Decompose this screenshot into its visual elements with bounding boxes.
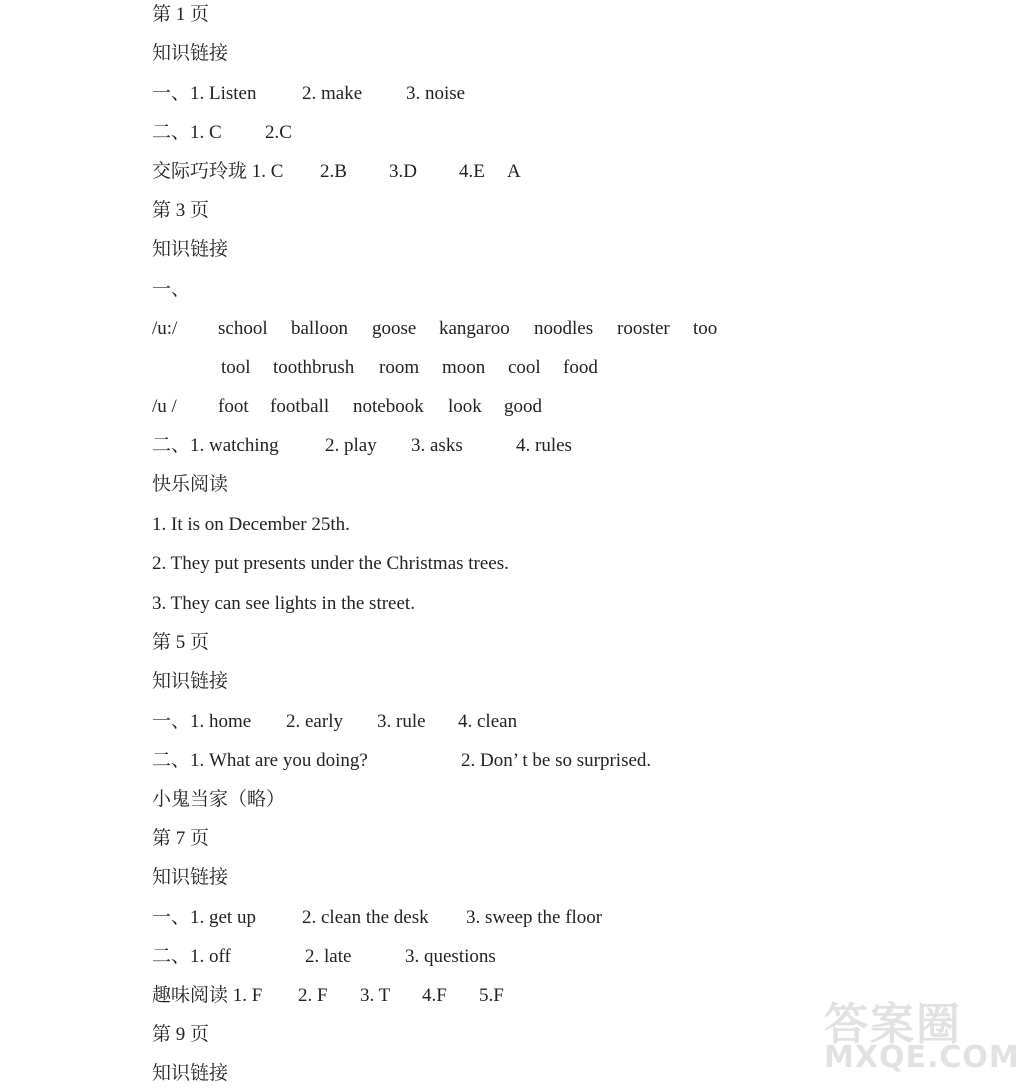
text-segment: 二、1. What are you doing? — [152, 750, 368, 771]
text-segment: 3.D — [389, 161, 417, 182]
word: too — [693, 318, 718, 339]
text-segment: 一、1. home — [152, 711, 252, 732]
word: balloon — [291, 318, 348, 339]
text-segment: 1. It is on December 25th. — [152, 514, 350, 535]
text-segment: 2. F — [298, 985, 328, 1006]
text-segment: 知识链接 — [152, 43, 229, 64]
text-segment: 知识链接 — [152, 671, 229, 692]
text-segment: 2.B — [320, 161, 347, 182]
text-segment: 一、1. Listen — [152, 83, 257, 104]
phonetic-symbol: /u:/ — [152, 318, 178, 339]
word: moon — [442, 357, 486, 378]
text-segment: 2. play — [325, 435, 377, 456]
text-segment: 3. rule — [377, 711, 426, 732]
word: good — [504, 396, 542, 417]
text-segment: 一、1. get up — [152, 907, 256, 928]
text-segment: 2. early — [286, 711, 343, 732]
watermark-site: MXQE.COM — [824, 1040, 1020, 1075]
text-segment: 4. clean — [458, 711, 518, 732]
text-segment: 小鬼当家（略） — [152, 789, 286, 810]
text-segment: 知识链接 — [152, 867, 229, 888]
text-segment: 一、 — [152, 279, 191, 300]
text-segment: 2. clean the desk — [302, 907, 429, 928]
word: kangaroo — [439, 318, 510, 339]
text-segment: 4. rules — [516, 435, 572, 456]
word: football — [270, 396, 330, 417]
text-segment: 第 5 页 — [152, 632, 210, 653]
text-segment: 3. noise — [406, 83, 466, 104]
text-segment: 知识链接 — [152, 1063, 229, 1084]
phonetic-symbol: /u / — [152, 396, 177, 417]
word: look — [448, 396, 482, 417]
text-segment: 4.F — [422, 985, 447, 1006]
text-segment: 2. late — [305, 946, 352, 967]
text-segment: 第 7 页 — [152, 828, 210, 849]
text-segment: 2. make — [302, 83, 363, 104]
text-segment: 5.F — [479, 985, 504, 1006]
word: noodles — [534, 318, 594, 339]
text-segment: 3. They can see lights in the street. — [152, 593, 415, 614]
word: foot — [218, 396, 249, 417]
word: room — [379, 357, 420, 378]
text-segment: 快乐阅读 — [152, 474, 229, 495]
text-segment: 2. Don’ t be so surprised. — [461, 750, 652, 771]
text-segment: 第 1 页 — [152, 4, 210, 25]
text-segment: 3. T — [360, 985, 391, 1006]
watermark-logo: 答案圈 — [824, 999, 962, 1050]
text-segment: 第 9 页 — [152, 1024, 210, 1045]
text-segment: 交际巧玲珑 1. C — [152, 161, 284, 182]
site-watermark — [818, 988, 1020, 1080]
text-segment: 3. asks — [411, 435, 463, 456]
word: rooster — [617, 318, 670, 339]
text-segment: 趣味阅读 1. F — [152, 985, 263, 1006]
word: tool — [221, 357, 251, 378]
text-segment: 2.C — [265, 122, 292, 143]
text-segment: 3. sweep the floor — [466, 907, 603, 928]
word: toothbrush — [273, 357, 355, 378]
word: cool — [508, 357, 541, 378]
text-segment: 4.E — [459, 161, 485, 182]
text-segment: 2. They put presents under the Christmas trees. — [152, 553, 509, 574]
word: notebook — [353, 396, 424, 417]
text-segment: 知识链接 — [152, 239, 229, 260]
word: school — [218, 318, 268, 339]
word: food — [563, 357, 598, 378]
text-segment: A — [507, 161, 521, 182]
text-segment: 二、1. watching — [152, 435, 279, 456]
text-segment: 二、1. off — [152, 946, 231, 967]
text-segment: 3. questions — [405, 946, 496, 967]
text-segment: 第 3 页 — [152, 200, 210, 221]
text-segment: 二、1. C — [152, 122, 222, 143]
word: goose — [372, 318, 417, 339]
